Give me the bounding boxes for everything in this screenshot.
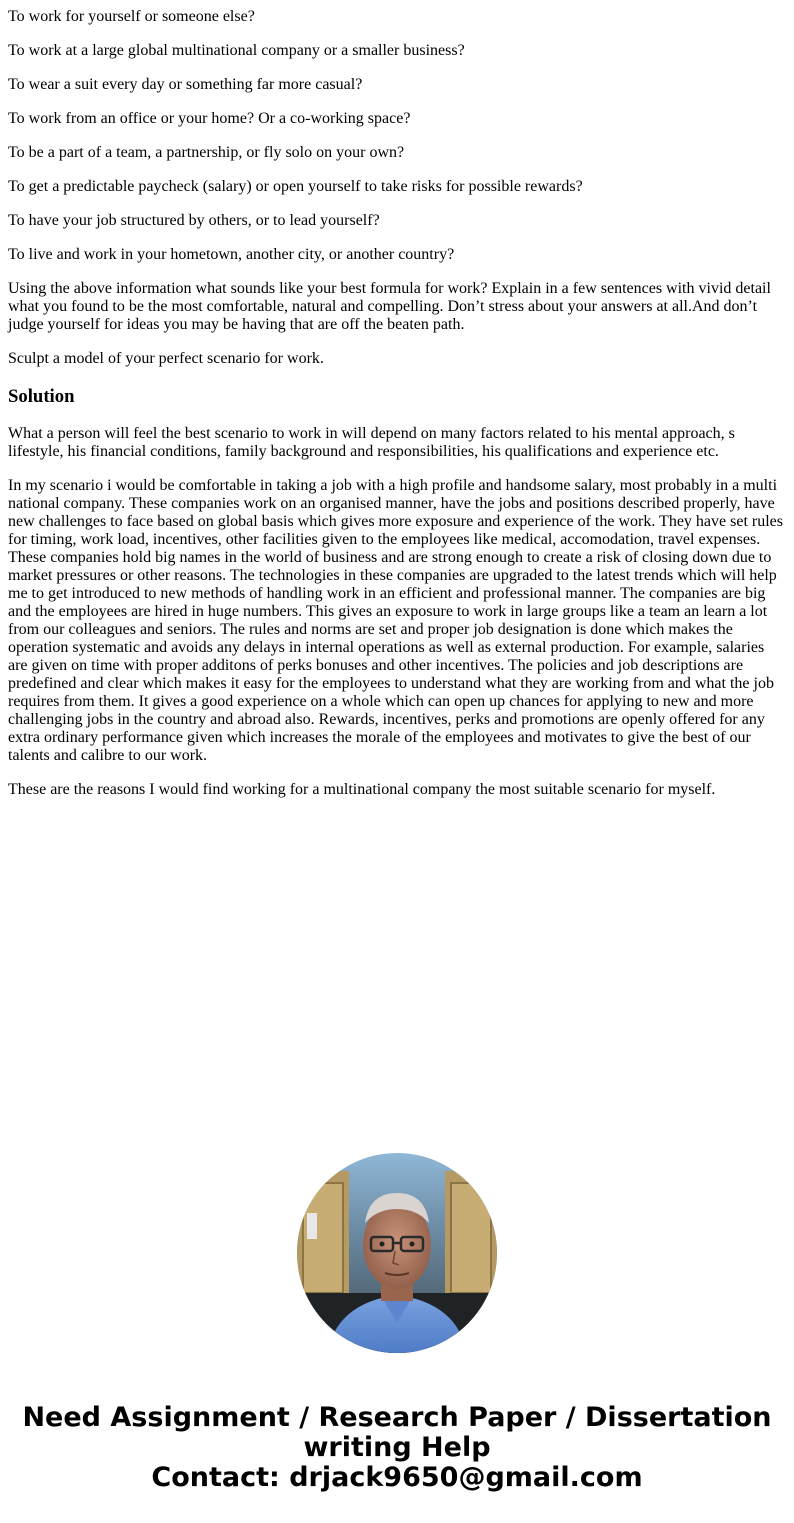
author-avatar	[297, 1153, 497, 1353]
promo-contact: Contact: drjack9650@gmail.com	[151, 1462, 643, 1493]
solution-paragraph-2: In my scenario i would be comfortable in taking a job with a high profile and handsome salary, most probably in a multi national company. These companies work on an organised manner, have the jobs and positions described properly, have new challenges to face based on global basis which gives more exposure and experience of the work. They have set rules for timing, work load, incentives, other facilities given to the employees like medical, accomodation, travel expenses. These companies hold big names in the world of business and are strong enough to create a risk of closing down due to market pressures or other reasons. The technologies in these companies are upgraded to the latest trends which will help me to get introduced to new methods of handling work in an efficient and professional manner. The companies are big and the employees are hired in huge numbers. This gives an exposure to work in large groups like a team an learn a lot from our colleagues and seniors. The rules and norms are set and proper job designation is done which makes the operation systematic and avoids any delays in internal operations as well as external production. For example, salaries are given on time with proper additons of perks bonuses and other incentives. The policies and job descriptions are predefined and clear which makes it easy for the employees to understand what they are working from and what the job requires from them. It gives a good experience on a whole which can open up chances for applying to new and more challenging jobs in the country and abroad also. Rewards, incentives, perks and promotions are openly offered for any extra ordinary performance given which increases the morale of the employees and motivates to give the best of our talents and calibre to our work.	[8, 477, 783, 764]
person-photo-icon	[297, 1153, 497, 1353]
question-6: To get a predictable paycheck (salary) or open yourself to take risks for possible rewards?	[8, 178, 583, 195]
promo-banner	[0, 1403, 794, 1493]
solution-heading: Solution	[8, 386, 75, 407]
question-8: To live and work in your hometown, another city, or another country?	[8, 246, 455, 263]
question-4: To work from an office or your home? Or a co-working space?	[8, 110, 411, 127]
promo-line-1: Need Assignment / Research Paper / Dissertation	[22, 1402, 772, 1433]
prompt-paragraph: Using the above information what sounds like your best formula for work? Explain in a few sentences with vivid detail what you found to be the most comfortable, natural and compelling. Don’t stress about your answers at all.And don’t judge yourself for ideas you may be having that are off the beaten path.	[8, 280, 771, 333]
question-5: To be a part of a team, a partnership, or fly solo on your own?	[8, 144, 405, 161]
task-paragraph: Sculpt a model of your perfect scenario for work.	[8, 350, 324, 367]
solution-paragraph-1: What a person will feel the best scenario to work in will depend on many factors related to his mental approach, s lifestyle, his financial conditions, family background and responsibilities, his qualifications and experience etc.	[8, 425, 735, 460]
question-1: To work for yourself or someone else?	[8, 8, 255, 25]
solution-paragraph-3: These are the reasons I would find working for a multinational company the most suitable scenario for myself.	[8, 781, 716, 798]
promo-line-2: writing Help	[303, 1432, 491, 1463]
article-body	[8, 0, 786, 815]
question-2: To work at a large global multinational company or a smaller business?	[8, 42, 465, 59]
question-3: To wear a suit every day or something far more casual?	[8, 76, 363, 93]
question-7: To have your job structured by others, or to lead yourself?	[8, 212, 380, 229]
